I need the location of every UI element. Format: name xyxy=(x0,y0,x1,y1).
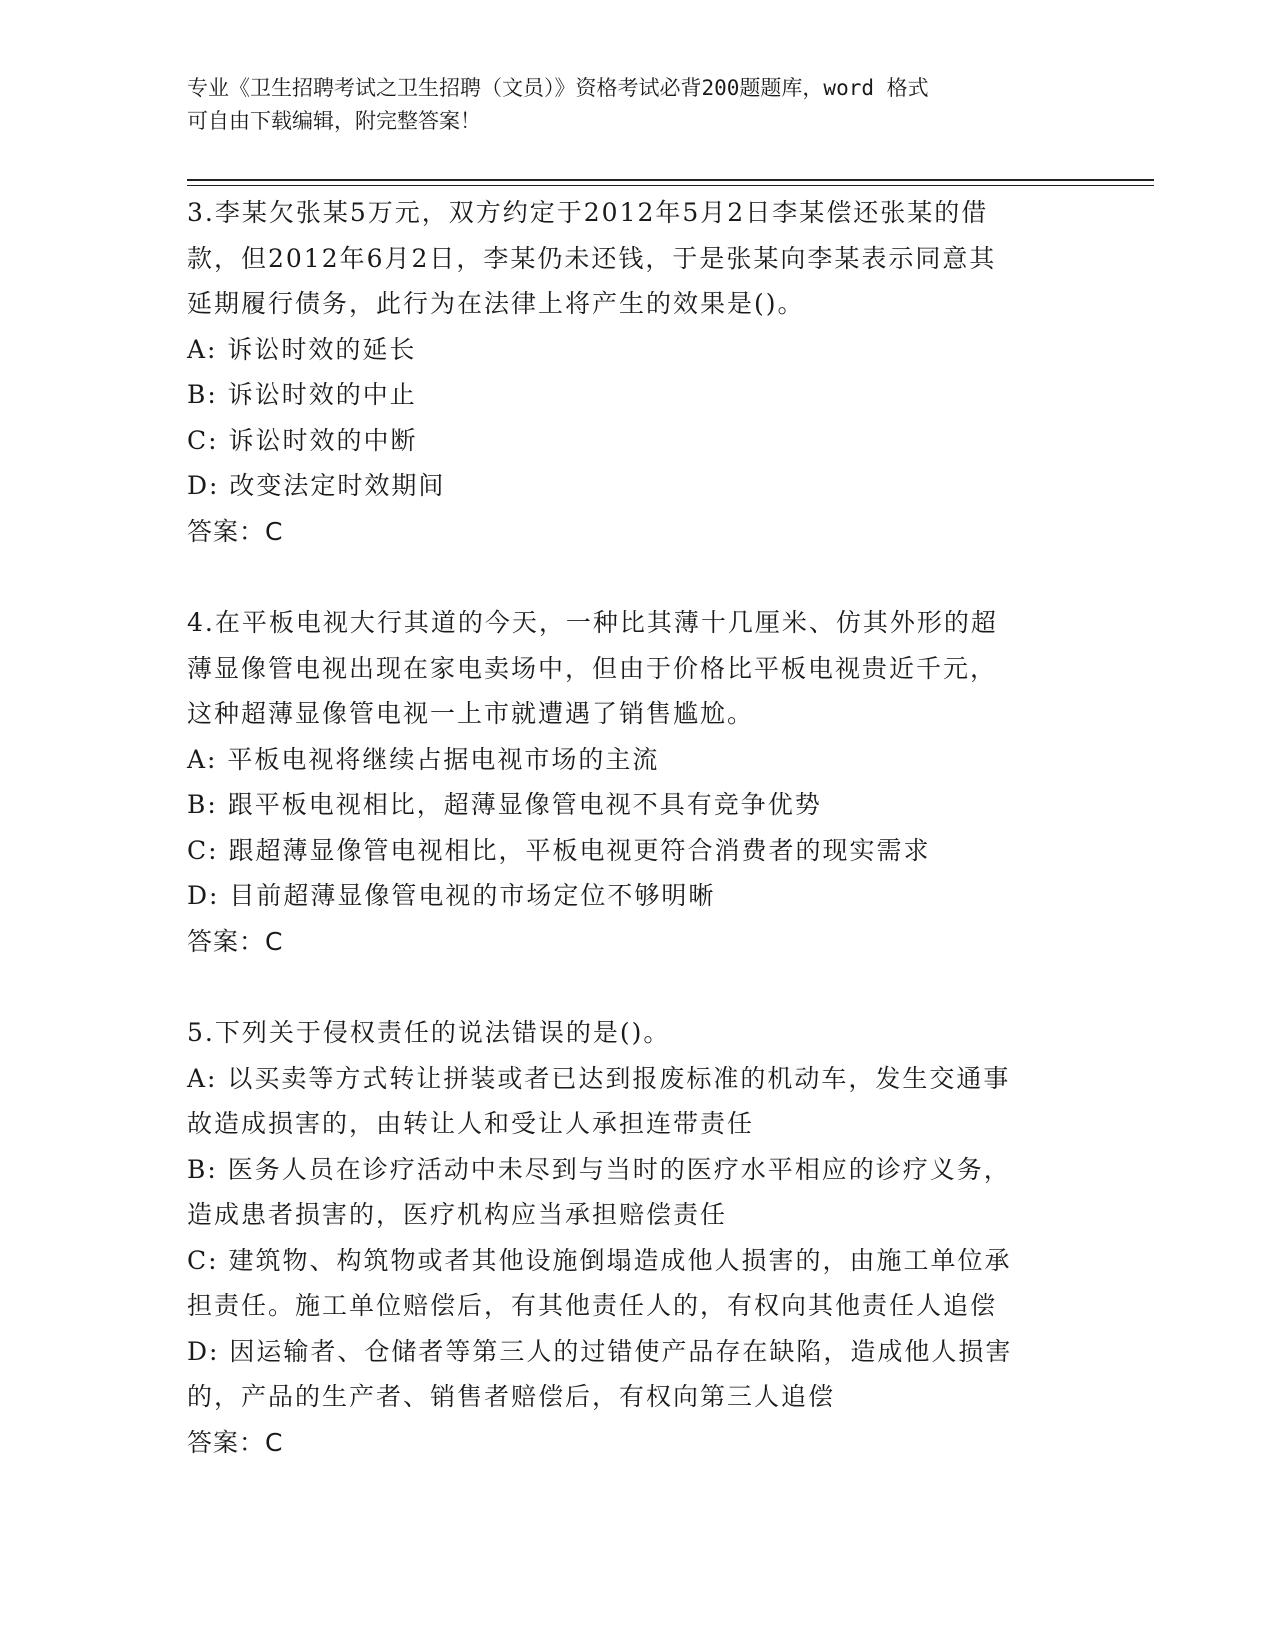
question-stem-line: 4.在平板电视大行其道的今天，一种比其薄十几厘米、仿其外形的超 xyxy=(187,608,998,637)
option-c: C: 跟超薄显像管电视相比，平板电视更符合消费者的现实需求 xyxy=(187,835,931,865)
answer-line: 答案：C xyxy=(187,516,284,546)
header-line-2: 可自由下载编辑，附完整答案！ xyxy=(187,109,481,133)
header-rule-thin xyxy=(187,185,1154,186)
option-d-continued: 的，产品的生产者、销售者赔偿后，有权向第三人追偿 xyxy=(187,1382,836,1411)
option-c-continued: 担责任。施工单位赔偿后，有其他责任人的，有权向其他责任人追偿 xyxy=(187,1291,998,1320)
option-b: B: 跟平板电视相比，超薄显像管电视不具有竞争优势 xyxy=(187,790,822,819)
question-block xyxy=(187,600,1087,964)
question-stem-line: 薄显像管电视出现在家电卖场中，但由于价格比平板电视贵近千元， xyxy=(187,653,998,683)
question-block xyxy=(187,1010,1087,1465)
option-a-continued: 故造成损害的，由转让人和受让人承担连带责任 xyxy=(187,1109,755,1138)
question-stem-line: 延期履行债务，此行为在法律上将产生的效果是()。 xyxy=(187,289,805,318)
spacer xyxy=(187,554,1087,600)
answer-line: 答案：C xyxy=(187,1427,284,1457)
answer-line: 答案：C xyxy=(187,926,284,956)
document-header xyxy=(187,72,1067,138)
option-b: B: 医务人员在诊疗活动中未尽到与当时的医疗水平相应的诊疗义务， xyxy=(187,1154,1011,1184)
option-b: B: 诉讼时效的中止 xyxy=(187,380,417,409)
question-list xyxy=(187,190,1087,1465)
question-block xyxy=(187,190,1087,554)
option-a: A: 诉讼时效的延长 xyxy=(187,334,417,364)
option-d: D: 目前超薄显像管电视的市场定位不够明晰 xyxy=(187,881,716,910)
question-stem-line: 5.下列关于侵权责任的说法错误的是()。 xyxy=(187,1018,671,1047)
option-b-continued: 造成患者损害的，医疗机构应当承担赔偿责任 xyxy=(187,1200,728,1229)
option-a: A: 平板电视将继续占据电视市场的主流 xyxy=(187,744,660,774)
option-c: C: 建筑物、构筑物或者其他设施倒塌造成他人损害的，由施工单位承 xyxy=(187,1245,1012,1275)
spacer xyxy=(187,964,1087,1010)
option-a: A: 以买卖等方式转让拼装或者已达到报废标准的机动车，发生交通事 xyxy=(187,1063,1011,1093)
option-c: C: 诉讼时效的中断 xyxy=(187,425,418,455)
header-rule-thick xyxy=(187,179,1154,181)
question-stem-line: 款，但2012年6月2日，李某仍未还钱，于是张某向李某表示同意其 xyxy=(187,243,997,273)
header-line-1: 专业《卫生招聘考试之卫生招聘（文员）》资格考试必背200题题库，word 格式 xyxy=(187,76,929,100)
question-stem-line: 3.李某欠张某5万元，双方约定于2012年5月2日李某偿还张某的借 xyxy=(187,198,989,227)
option-d: D: 改变法定时效期间 xyxy=(187,471,446,500)
option-d: D: 因运输者、仓储者等第三人的过错使产品存在缺陷，造成他人损害 xyxy=(187,1336,1013,1366)
question-stem-line: 这种超薄显像管电视一上市就遭遇了销售尴尬。 xyxy=(187,699,755,728)
